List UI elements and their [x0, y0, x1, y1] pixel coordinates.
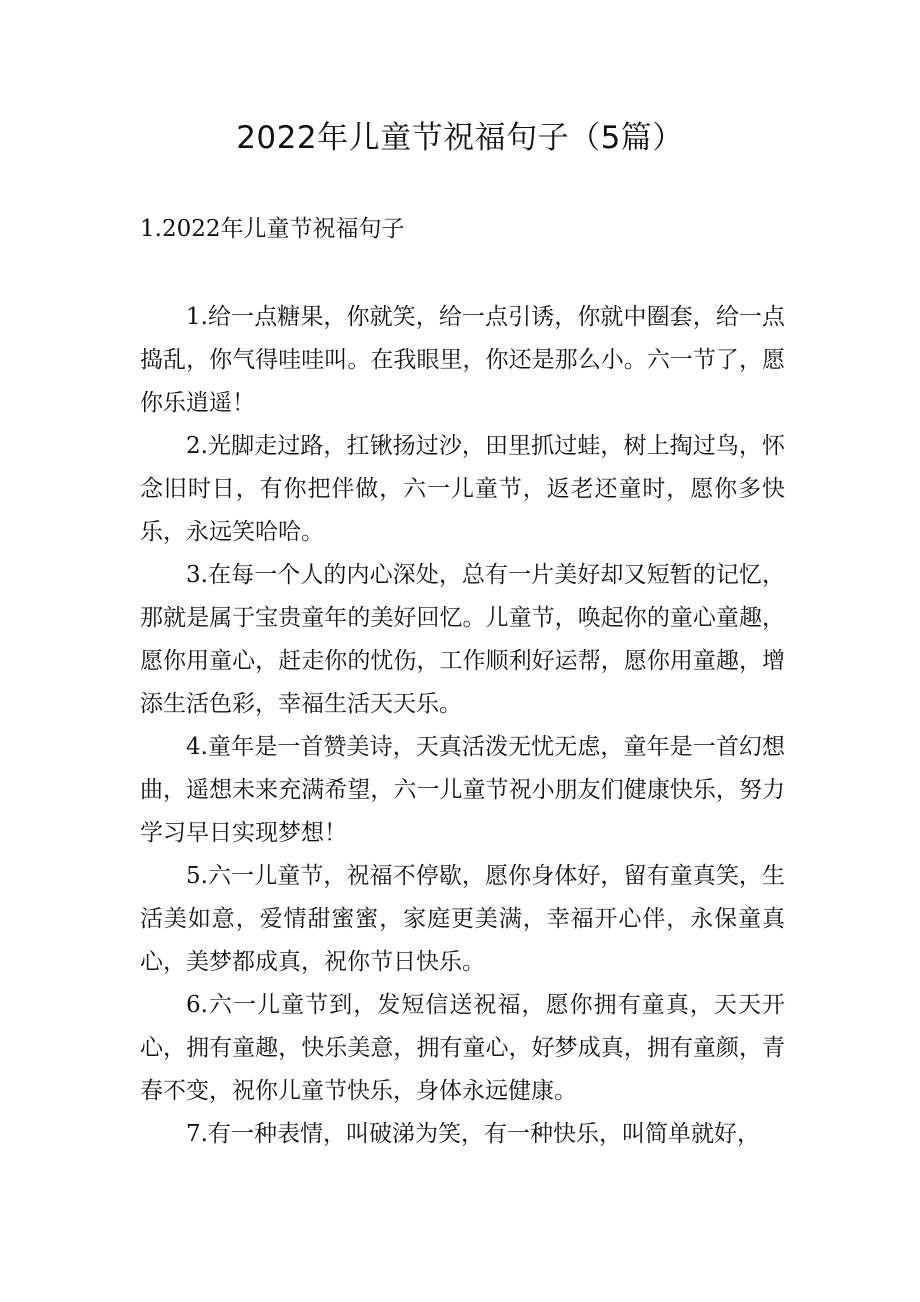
paragraph-3: 3.在每一个人的内心深处，总有一片美好却又短暂的记忆，那就是属于宝贵童年的美好回忆。儿童节，唤起你的童心童趣，愿你用童心，赶走你的忧伤，工作顺利好运帮，愿你用童趣，增添生活色彩，幸福生活天天乐。 — [140, 562, 785, 717]
document-body — [140, 296, 785, 1156]
paragraph-5: 5.六一儿童节，祝福不停歇，愿你身体好，留有童真笑，生活美如意，爱情甜蜜蜜，家庭更美满，幸福开心伴，永保童真心，美梦都成真，祝你节日快乐。 — [140, 863, 785, 975]
section-heading: 1.2022年儿童节祝福句子 — [140, 216, 405, 242]
paragraph-1: 1.给一点糖果，你就笑，给一点引诱，你就中圈套，给一点捣乱，你气得哇哇叫。在我眼里，你还是那么小。六一节了，愿你乐逍遥！ — [140, 304, 785, 416]
paragraph-4: 4.童年是一首赞美诗，天真活泼无忧无虑，童年是一首幻想曲，遥想未来充满希望，六一儿童节祝小朋友们健康快乐，努力学习早日实现梦想！ — [140, 734, 785, 846]
paragraph-6: 6.六一儿童节到，发短信送祝福，愿你拥有童真，天天开心，拥有童趣，快乐美意，拥有童心，好梦成真，拥有童颜，青春不变，祝你儿童节快乐，身体永远健康。 — [140, 992, 785, 1104]
document-title: 2022年儿童节祝福句子（5篇） — [236, 120, 684, 156]
paragraph-7: 7.有一种表情，叫破涕为笑，有一种快乐，叫简单就好， — [186, 1121, 760, 1147]
paragraph-2: 2.光脚走过路，扛锹扬过沙，田里抓过蛙，树上掏过鸟，怀念旧时日，有你把伴做，六一儿童节，返老还童时，愿你多快乐，永远笑哈哈。 — [140, 433, 785, 545]
